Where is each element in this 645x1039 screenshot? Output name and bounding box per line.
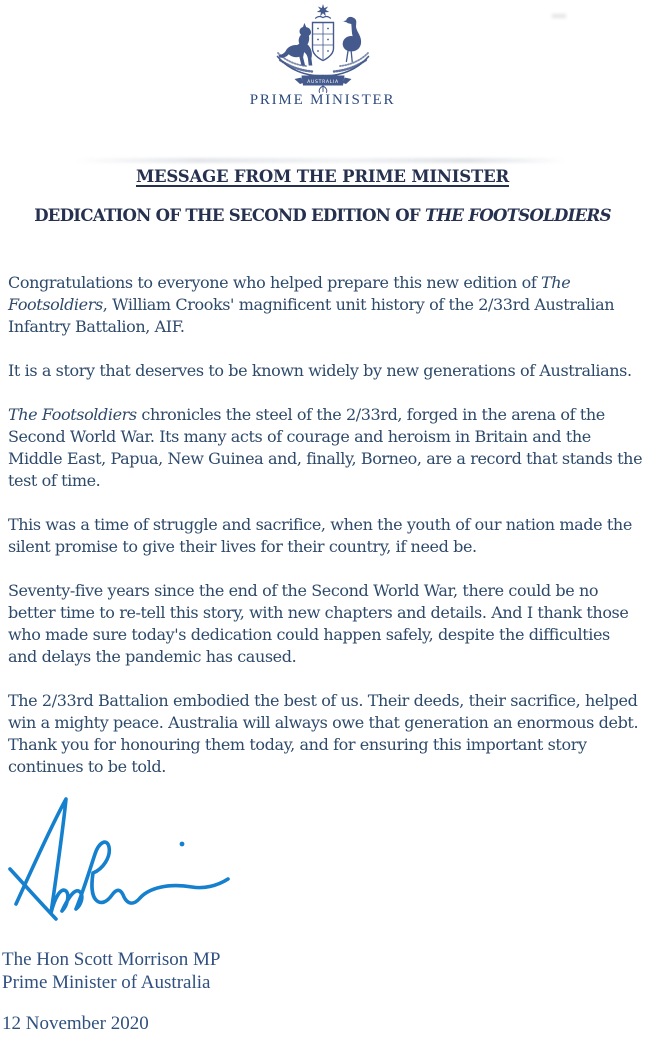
paragraph	[8, 580, 643, 668]
text-line: and delays the pandemic has caused.	[8, 647, 297, 666]
paragraph	[8, 690, 643, 778]
text-line: better time to re-tell this story, with new chapters and details. And I thank those	[8, 603, 629, 622]
letterhead-title: PRIME MINISTER	[249, 92, 396, 108]
letter-body	[8, 272, 643, 800]
scan-artifact	[75, 158, 565, 163]
text-line: Footsoldiers, William Crooks' magnificent unit history of the 2/33rd Australian	[8, 295, 615, 314]
message-heading: MESSAGE FROM THE PRIME MINISTER	[135, 167, 509, 186]
letter-date: 12 November 2020	[2, 1013, 149, 1034]
emu-icon	[342, 17, 360, 52]
text-line: The Footsoldiers chronicles the steel of the 2/33rd, forged in the arena of the	[8, 405, 605, 424]
crest-scroll-text: AUSTRALIA	[306, 80, 339, 85]
signature-icon	[6, 792, 238, 930]
text-line: who made sure today's dedication could happen safely, despite the difficulties	[8, 625, 610, 644]
text-line: The 2/33rd Battalion embodied the best of us. Their deeds, their sacrifice, helped	[8, 691, 638, 710]
paragraph	[8, 514, 643, 558]
text-line: continues to be told.	[8, 757, 166, 776]
signoff-block	[2, 948, 221, 994]
text-line: Congratulations to everyone who helped prepare this new edition of The	[8, 273, 571, 292]
paragraph	[8, 360, 643, 382]
commonwealth-coat-of-arms-icon	[268, 3, 378, 95]
text-line: Infantry Battalion, AIF.	[8, 317, 185, 336]
text-line: It is a story that deserves to be known widely by new generations of Australians.	[8, 361, 632, 380]
text-line: Seventy-five years since the end of the Second World War, there could be no	[8, 581, 599, 600]
paragraph	[8, 272, 643, 338]
text-line: Middle East, Papua, New Guinea and, finally, Borneo, are a record that stands the	[8, 449, 643, 468]
text-line: win a mighty peace. Australia will always owe that generation an enormous debt.	[8, 713, 639, 732]
dedication-heading: DEDICATION OF THE SECOND EDITION OF THE FOOTSOLDIERS	[34, 206, 611, 225]
signature	[6, 792, 238, 934]
kangaroo-icon	[278, 23, 312, 66]
signoff-name: The Hon Scott Morrison MP	[2, 949, 221, 970]
paragraph	[8, 404, 643, 492]
text-line: Second World War. Its many acts of courage and heroism in Britain and the	[8, 427, 591, 446]
commonwealth-star-icon	[316, 4, 329, 16]
text-line: This was a time of struggle and sacrifice, when the youth of our nation made the	[8, 515, 632, 534]
text-line: silent promise to give their lives for their country, if need be.	[8, 537, 477, 556]
coat-of-arms	[0, 3, 645, 99]
text-line: test of time.	[8, 471, 101, 490]
text-line: Thank you for honouring them today, and for ensuring this important story	[8, 735, 587, 754]
signoff-title: Prime Minister of Australia	[2, 972, 211, 993]
